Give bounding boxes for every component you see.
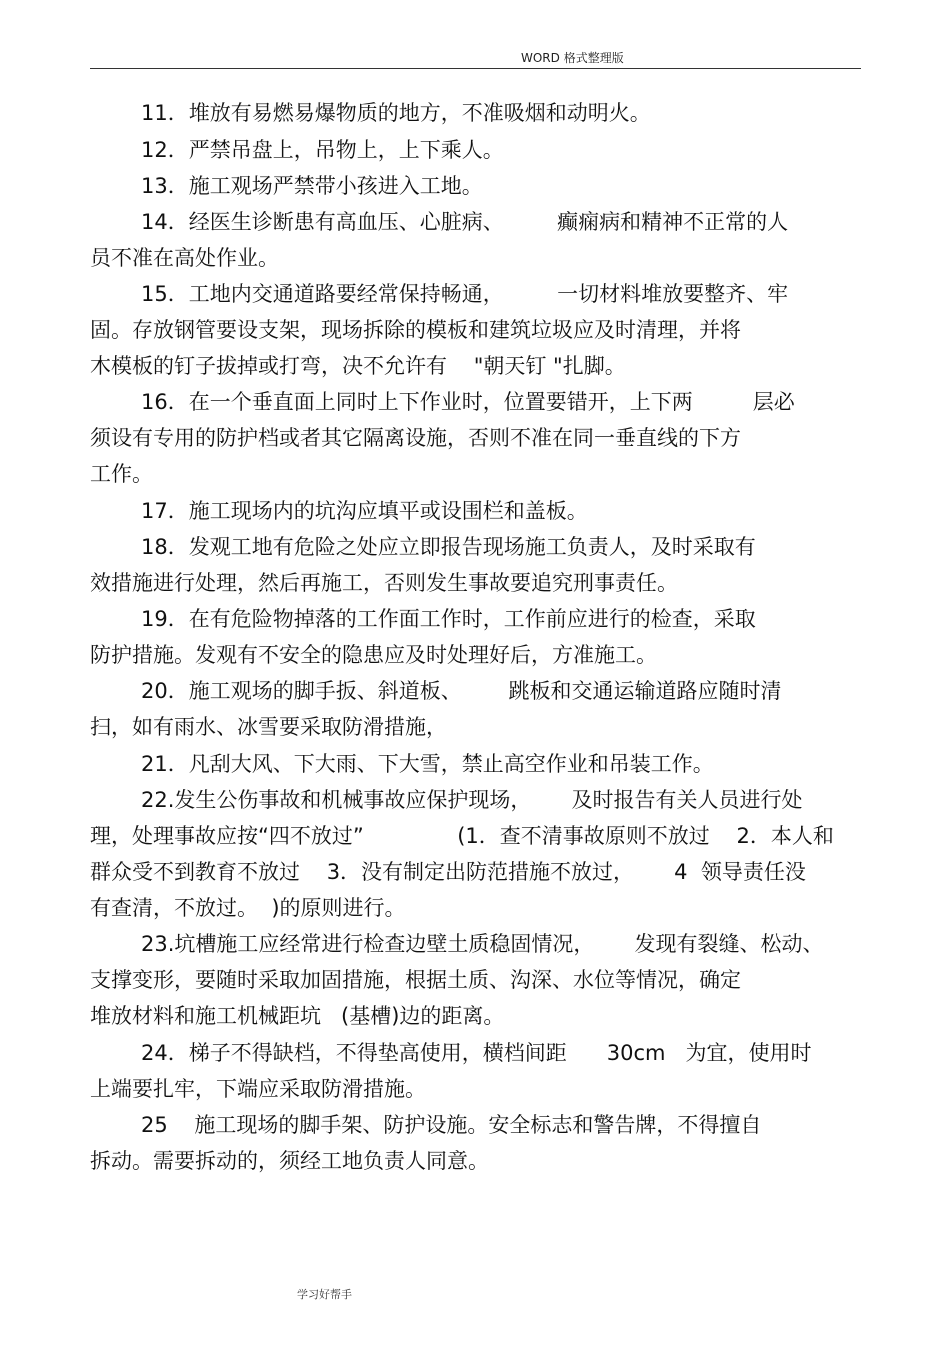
text-line: 19．在有危险物掉落的工作面工作时，工作前应进行的检查，采取 [141,607,756,631]
text-line: 扫，如有雨水、冰雪要采取防滑措施， [90,715,447,739]
text-line: 员不准在高处作业。 [90,246,279,270]
text-line: 支撑变形，要随时采取加固措施，根据土质、沟深、水位等情况，确定 [90,968,741,992]
text-line: 16．在一个垂直面上同时上下作业时，位置要错开，上下两 层必 [141,390,795,414]
text-line: 须设有专用的防护档或者其它隔离设施，否则不准在同一垂直线的下方 [90,426,741,450]
text-line: 固。存放钢管要设支架，现场拆除的模板和建筑垃圾应及时清理，并将 [90,318,741,342]
text-line: 木模板的钉子拔掉或打弯，决不允许有 "朝天钉 "扎脚。 [90,354,626,378]
text-line: 防护措施。发观有不安全的隐患应及时处理好后，方准施工。 [90,643,657,667]
text-line: 12．严禁吊盘上，吊物上，上下乘人。 [141,138,504,162]
text-line: 25 施工现场的脚手架、防护设施。安全标志和警告牌，不得擅自 [141,1113,762,1137]
text-line: 工作。 [90,462,153,486]
text-line: 拆动。需要拆动的，须经工地负责人同意。 [90,1149,489,1173]
text-line: 23.坑槽施工应经常进行检查边壁土质稳固情况， 发现有裂缝、松动、 [141,932,824,956]
text-line: 22.发生公伤事故和机械事故应保护现场， 及时报告有关人员进行处 [141,788,803,812]
text-line: 24．梯子不得缺档，不得垫高使用，横档间距 30cm 为宜，使用时 [141,1041,812,1065]
text-line: 群众受不到教育不放过 3．没有制定出防范措施不放过， 4 领导责任没 [90,860,806,884]
text-line: 堆放材料和施工机械距坑 (基槽)边的距离。 [90,1004,505,1028]
text-line: 有查清，不放过。 )的原则进行。 [90,896,406,920]
text-line: 上端要扎牢，下端应采取防滑措施。 [90,1077,426,1101]
text-line: 15．工地内交通道路要经常保持畅通， 一切材料堆放要整齐、牢 [141,282,789,306]
text-line: 理，处理事故应按“四不放过” (1．查不清事故原则不放过 2．本人和 [90,824,834,848]
text-line: 20．施工观场的脚手扳、斜道板、 跳板和交通运输道路应随时清 [141,679,782,703]
page-header: WORD 格式整理版 [521,51,624,65]
text-line: 13．施工观场严禁带小孩进入工地。 [141,174,483,198]
text-line: 11．堆放有易燃易爆物质的地方，不准吸烟和动明火。 [141,101,651,125]
header-divider [90,68,861,69]
text-line: 21．凡刮大风、下大雨、下大雪，禁止高空作业和吊装工作。 [141,752,714,776]
page-footer: 学习好帮手 [297,1288,352,1301]
text-line: 效措施进行处理，然后再施工，否则发生事故要追究刑事责任。 [90,571,678,595]
text-line: 17．施工现场内的坑沟应填平或设围栏和盖板。 [141,499,588,523]
text-line: 14．经医生诊断患有高血压、心脏病、 癫痫病和精神不正常的人 [141,210,789,234]
text-line: 18．发观工地有危险之处应立即报告现场施工负责人，及时采取有 [141,535,756,559]
